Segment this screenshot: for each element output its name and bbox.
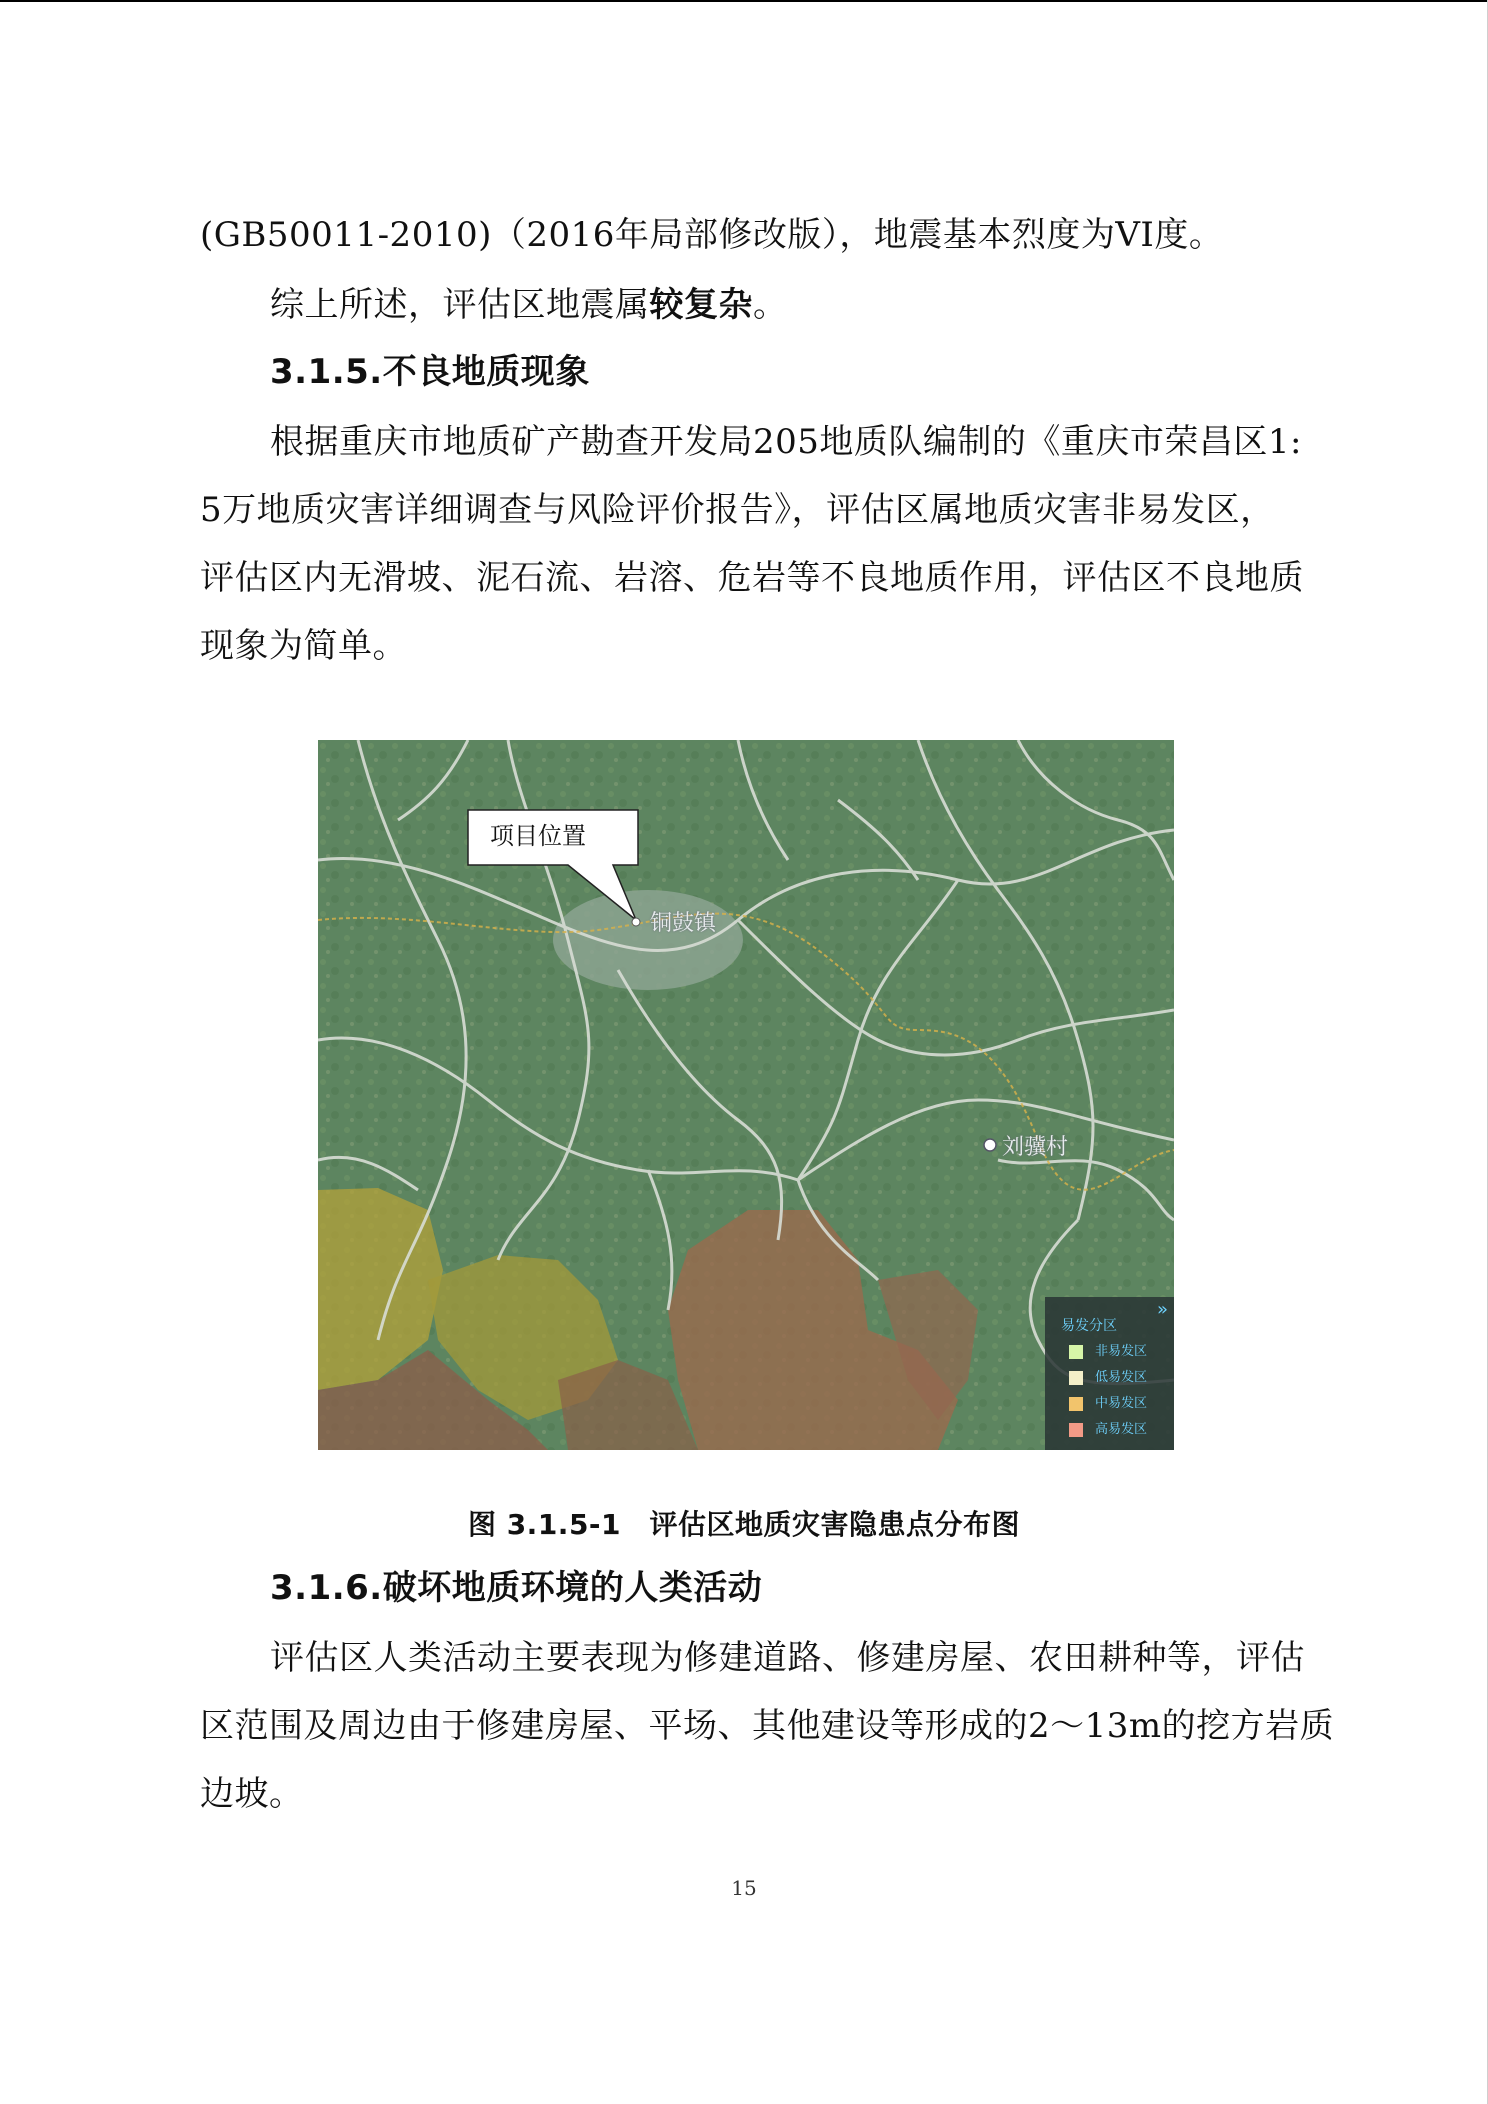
map-legend <box>1045 1297 1174 1450</box>
legend-item <box>1069 1421 1169 1439</box>
figure-caption: 图 3.1.5-1 评估区地质灾害隐患点分布图 <box>467 1508 1021 1541</box>
legend-collapse-icon[interactable]: » <box>1157 1299 1169 1320</box>
legend-label: 低易发区 <box>1095 1370 1148 1385</box>
legend-label: 中易发区 <box>1095 1396 1148 1411</box>
geo-paragraph-line-1: 根据重庆市地质矿产勘查开发局205地质队编制的《重庆市荣昌区1: <box>270 422 1302 462</box>
section-3-1-5-heading: 3.1.5.不良地质现象 <box>270 352 590 392</box>
top-rule <box>0 0 1488 2</box>
legend-swatch <box>1069 1345 1083 1359</box>
section-3-1-6-heading: 3.1.6.破坏地质环境的人类活动 <box>270 1568 763 1608</box>
seismic-summary-bold: 较复杂 <box>649 285 753 325</box>
seismic-summary-suffix: 。 <box>753 285 788 325</box>
geo-paragraph-line-2: 5万地质灾害详细调查与风险评价报告》，评估区属地质灾害非易发区， <box>200 490 1275 530</box>
legend-item <box>1069 1369 1169 1387</box>
legend-swatch <box>1069 1371 1083 1385</box>
place-label-village: 刘骥村 <box>1002 1135 1069 1160</box>
seismic-summary <box>270 285 1326 325</box>
town-marker <box>632 918 640 926</box>
geo-paragraph-line-3: 评估区内无滑坡、泥石流、岩溶、危岩等不良地质作用，评估区不良地质 <box>200 558 1304 598</box>
human-paragraph-line-1: 评估区人类活动主要表现为修建道路、修建房屋、农田耕种等，评估 <box>270 1638 1305 1678</box>
town-area <box>553 890 743 990</box>
legend-item <box>1069 1343 1169 1361</box>
human-paragraph-line-3: 边坡。 <box>200 1774 304 1814</box>
legend-swatch <box>1069 1397 1083 1411</box>
human-paragraph-line-2: 区范围及周边由于修建房屋、平场、其他建设等形成的2～13m的挖方岩质 <box>200 1706 1335 1746</box>
village-marker <box>984 1139 996 1151</box>
geo-paragraph-line-4: 现象为简单。 <box>200 626 407 666</box>
seismic-summary-prefix: 综上所述，评估区地震属 <box>270 285 650 325</box>
legend-swatch <box>1069 1423 1083 1437</box>
place-label-town: 铜鼓镇 <box>650 911 717 936</box>
seismic-code-line: (GB50011-2010)（2016年局部修改版），地震基本烈度为VI度。 <box>200 215 1224 255</box>
legend-label: 非易发区 <box>1095 1344 1148 1359</box>
legend-label: 高易发区 <box>1095 1422 1148 1437</box>
legend-title: 易发分区 <box>1061 1318 1117 1334</box>
page-number: 15 <box>731 1876 757 1900</box>
callout-label: 项目位置 <box>490 822 586 850</box>
legend-item <box>1069 1395 1169 1413</box>
